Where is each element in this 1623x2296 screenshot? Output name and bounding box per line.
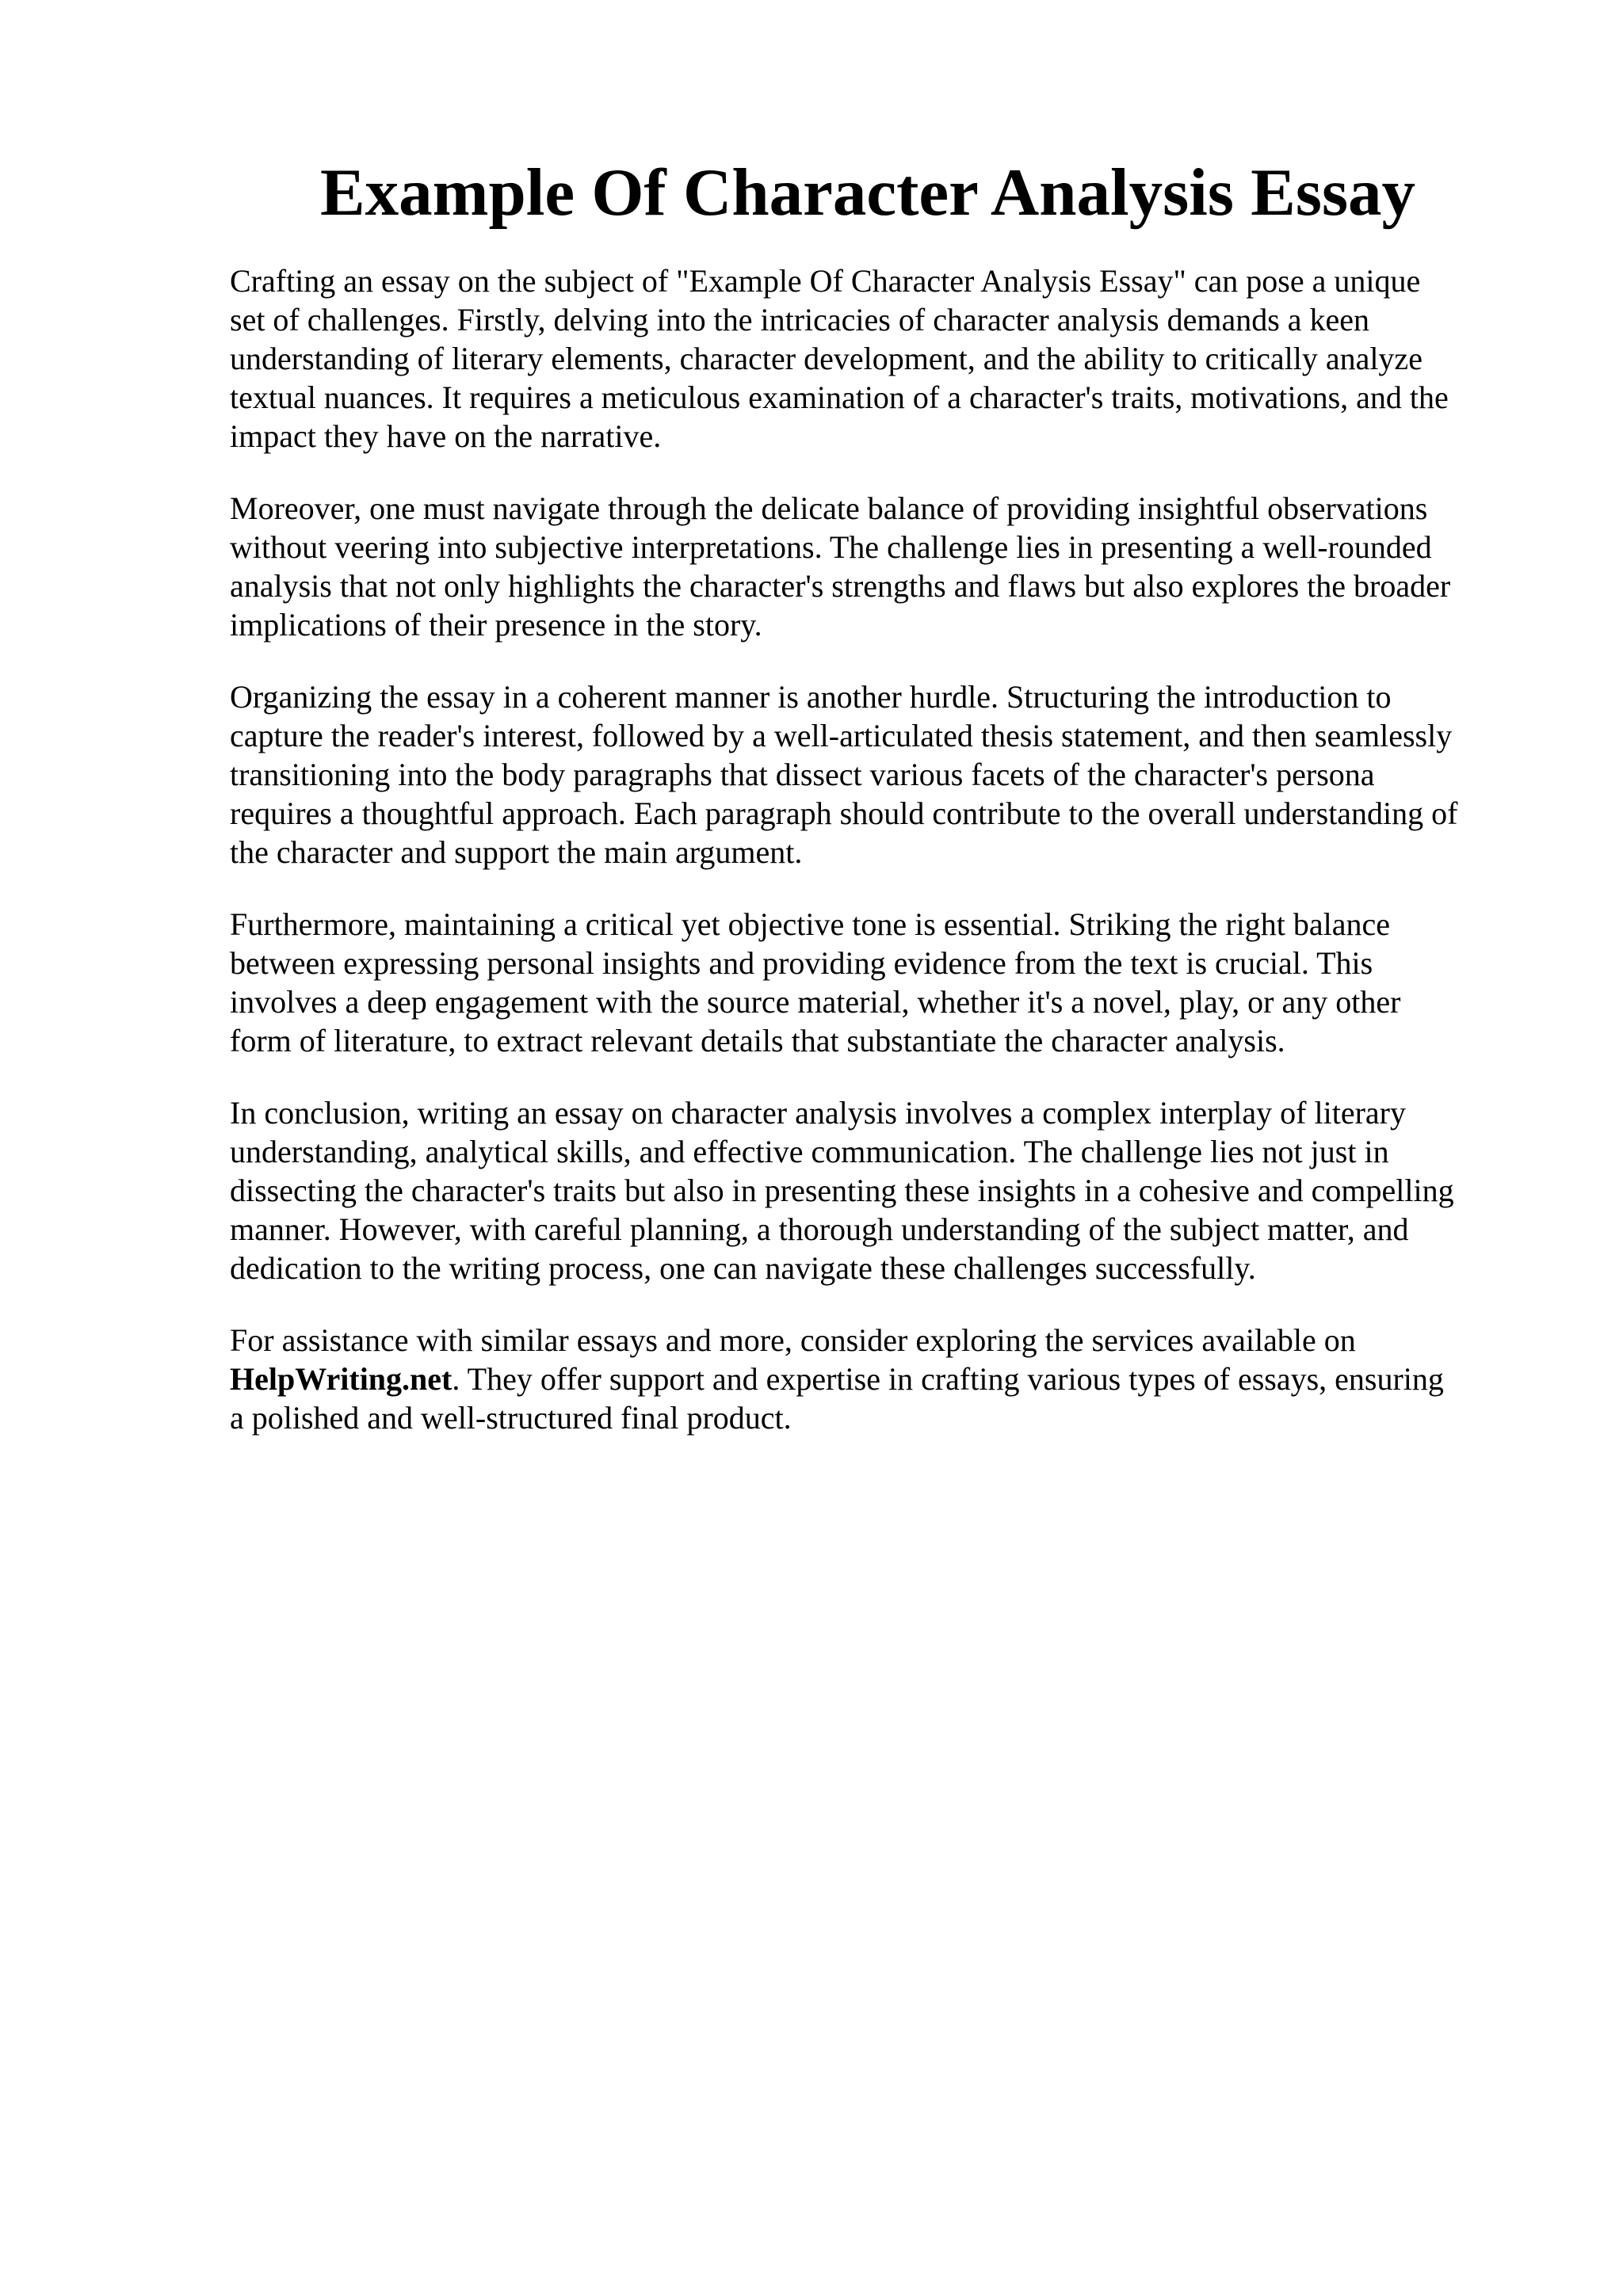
document-body xyxy=(230,261,1498,1470)
text-line: manner. However, with careful planning, a thorough understanding of the subject matter, and xyxy=(230,1211,1409,1247)
text-line: Crafting an essay on the subject of "Example Of Character Analysis Essay" can pose a unique xyxy=(230,263,1421,299)
text-line: capture the reader's interest, followed by a well-articulated thesis statement, and then seamlessly xyxy=(230,718,1453,753)
text-line: implications of their presence in the story. xyxy=(230,607,762,643)
text-segment: . They offer support and expertise in crafting various types of essays, ensuring xyxy=(452,1361,1444,1397)
document-title: Example Of Character Analysis Essay xyxy=(319,155,1416,230)
text-line: understanding, analytical skills, and effective communication. The challenge lies not just in xyxy=(230,1134,1389,1169)
text-line: analysis that not only highlights the character's strengths and flaws but also explores the broader xyxy=(230,568,1451,604)
text-line: For assistance with similar essays and more, consider exploring the services available on xyxy=(230,1322,1356,1358)
text-line: requires a thoughtful approach. Each paragraph should contribute to the overall understanding of xyxy=(230,795,1458,831)
text-line: involves a deep engagement with the source material, whether it's a novel, play, or any other xyxy=(230,984,1401,1020)
text-line: Moreover, one must navigate through the delicate balance of providing insightful observations xyxy=(230,490,1428,526)
text-line: the character and support the main argument. xyxy=(230,834,803,870)
paragraph-5 xyxy=(230,1093,1498,1287)
text-line: understanding of literary elements, character development, and the ability to critically analyze xyxy=(230,341,1423,376)
text-line: Organizing the essay in a coherent manner is another hurdle. Structuring the introduction to xyxy=(230,679,1392,715)
paragraph-1 xyxy=(230,261,1498,456)
text-line: set of challenges. Firstly, delving into the intricacies of character analysis demands a keen xyxy=(230,302,1370,338)
text-line: impact they have on the narrative. xyxy=(230,418,662,454)
text-line: between expressing personal insights and providing evidence from the text is crucial. This xyxy=(230,945,1373,981)
text-line: transitioning into the body paragraphs that dissect various facets of the character's persona xyxy=(230,757,1375,792)
paragraph-2 xyxy=(230,489,1498,644)
text-line: dissecting the character's traits but also in presenting these insights in a cohesive and compelling xyxy=(230,1173,1454,1208)
text-line: dedication to the writing process, one can navigate these challenges successfully. xyxy=(230,1250,1256,1286)
text-line: textual nuances. It requires a meticulous examination of a character's traits, motivations, and the xyxy=(230,379,1449,415)
text-line: a polished and well-structured final product. xyxy=(230,1400,792,1436)
paragraph-3 xyxy=(230,677,1498,871)
text-line: In conclusion, writing an essay on character analysis involves a complex interplay of literary xyxy=(230,1095,1406,1131)
helpwriting-link[interactable]: HelpWriting.net xyxy=(230,1361,453,1397)
text-line: without veering into subjective interpretations. The challenge lies in presenting a well-rounded xyxy=(230,529,1432,565)
text-line: form of literature, to extract relevant details that substantiate the character analysis. xyxy=(230,1023,1285,1058)
text-line xyxy=(230,1360,1498,1398)
paragraph-closing xyxy=(230,1321,1498,1437)
paragraph-4 xyxy=(230,905,1498,1060)
text-line: Furthermore, maintaining a critical yet objective tone is essential. Striking the right balance xyxy=(230,906,1391,942)
